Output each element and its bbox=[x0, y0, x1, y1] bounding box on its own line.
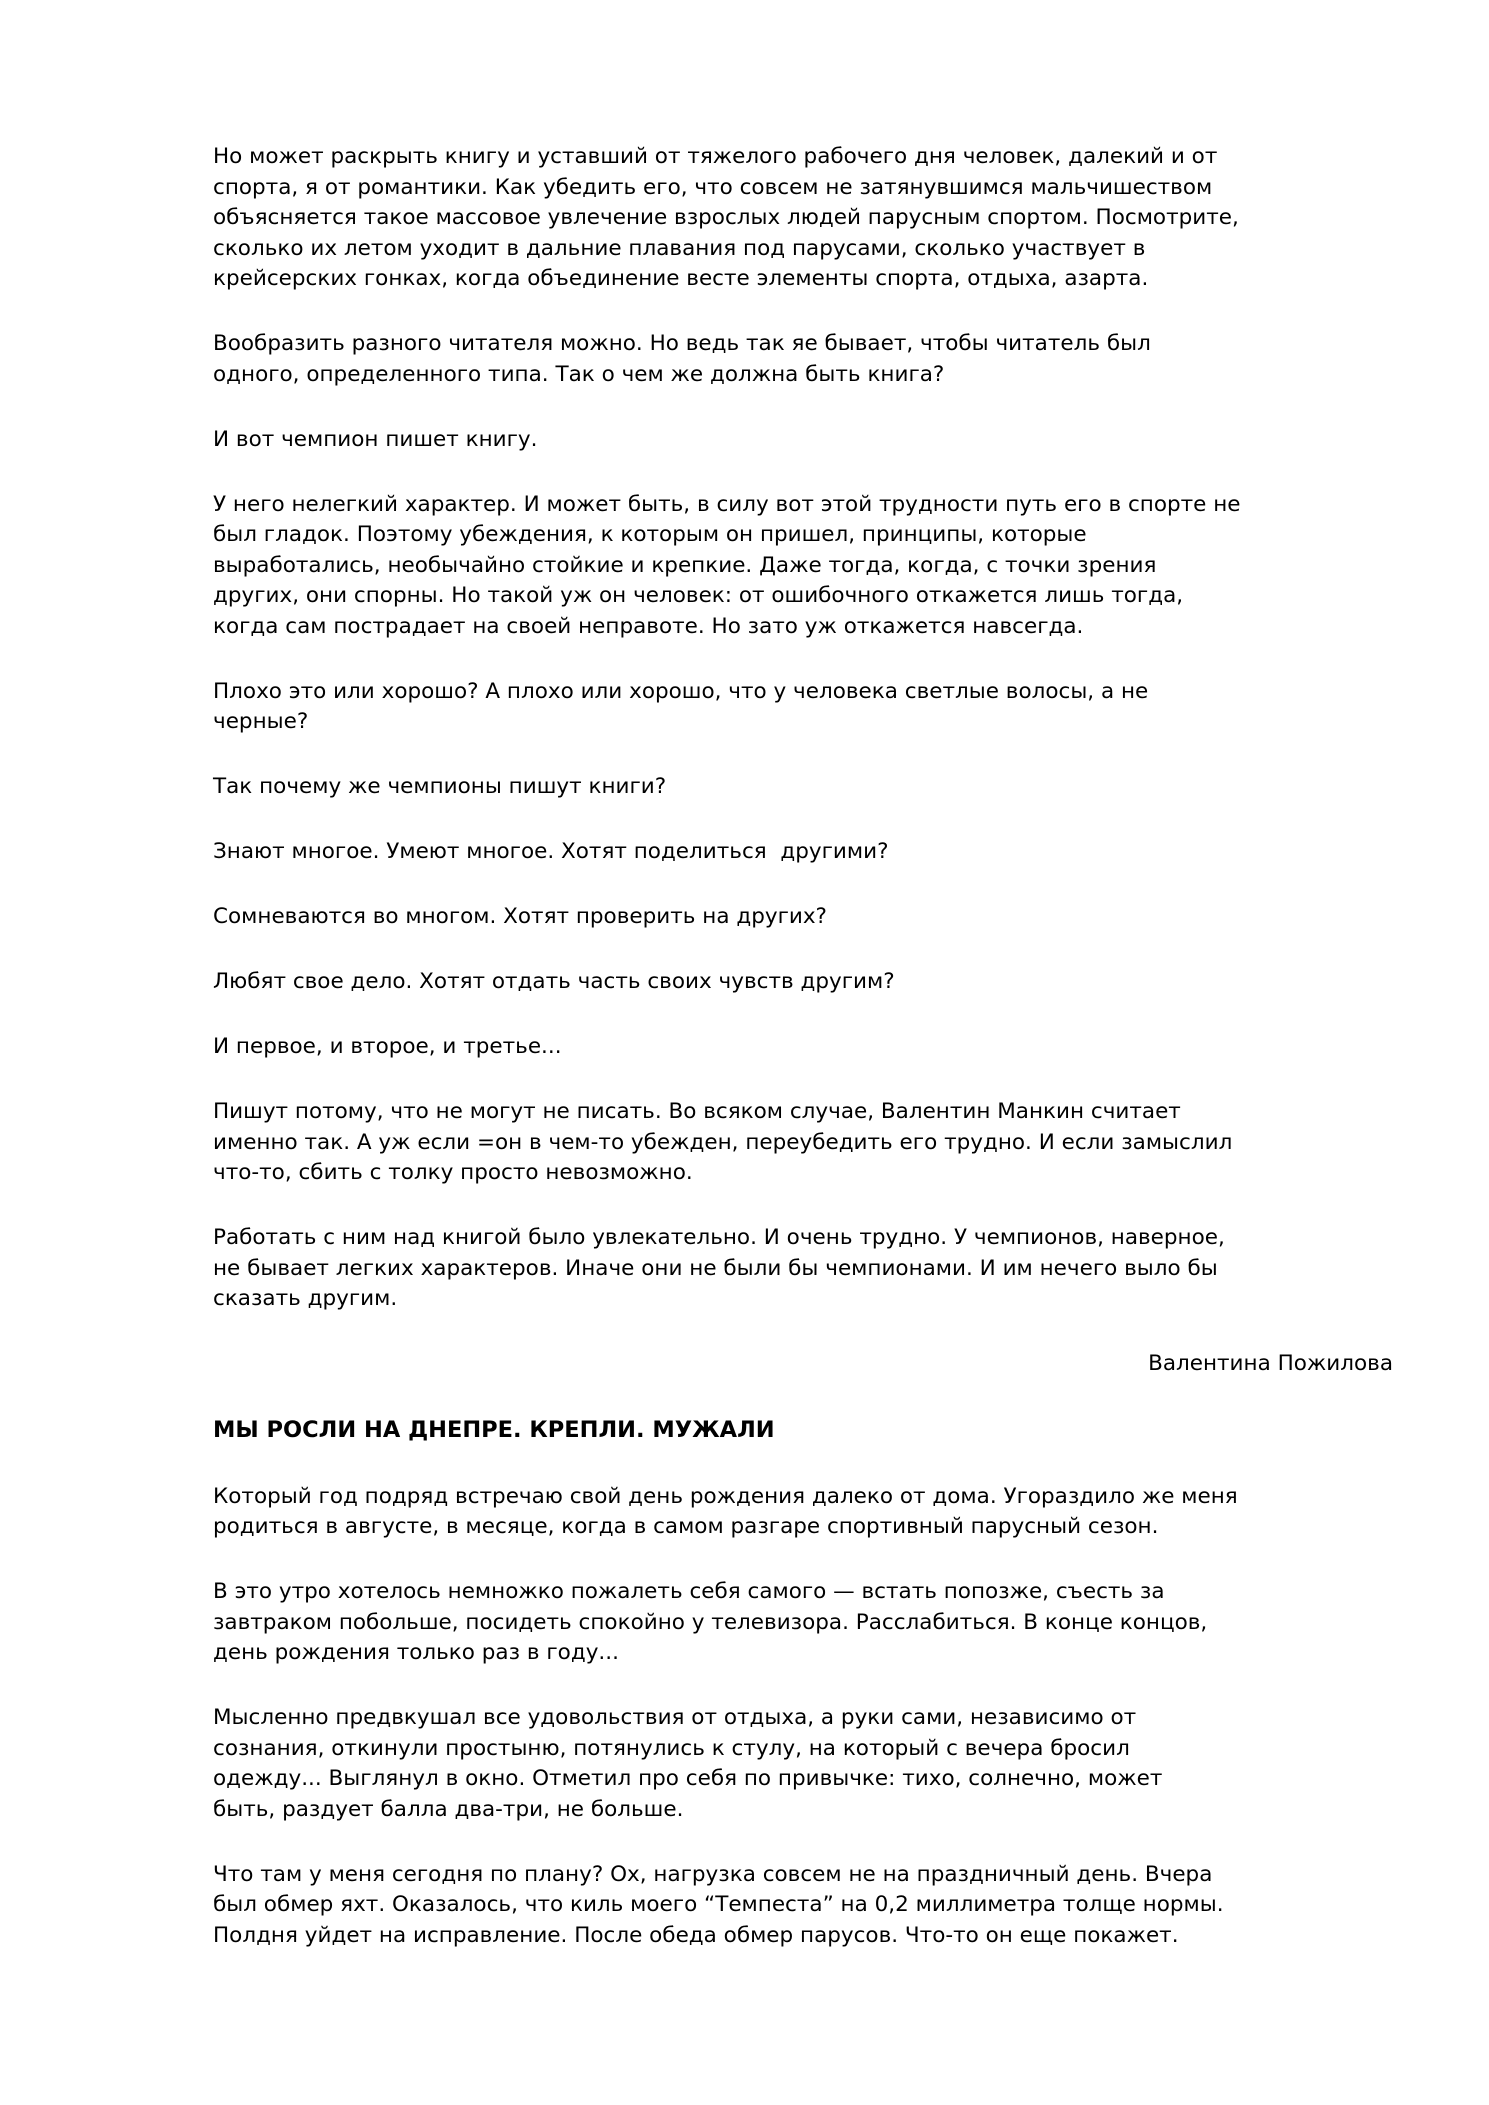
text-line: когда сам пострадает на своей неправоте. Но зато уж откажется навсегда. bbox=[213, 613, 1084, 639]
text-line: Работать с ним над книгой было увлекательно. И очень трудно. У чемпионов, наверное, bbox=[213, 1225, 1225, 1250]
paragraph bbox=[213, 1482, 1393, 1543]
text-line: крейсерских гонках, когда объединение весте элементы спорта, отдыха, азарта. bbox=[213, 266, 1149, 291]
text-line: Пишут потому, что не могут не писать. Во всяком случае, Валентин Манкин считает bbox=[213, 1099, 1181, 1124]
text-line: Плохо это или хорошо? А плохо или хорошо, что у человека светлые волосы, а не bbox=[213, 678, 1149, 704]
text-line: Сомневаются во многом. Хотят проверить на других? bbox=[213, 904, 827, 929]
text-line: Но может раскрыть книгу и уставший от тяжелого рабочего дня человек, далекий и от bbox=[213, 144, 1218, 169]
text-line: других, они спорны. Но такой уж он человек: от ошибочного откажется лишь тогда, bbox=[213, 583, 1184, 608]
paragraph bbox=[213, 1577, 1393, 1669]
paragraph bbox=[213, 329, 1393, 390]
paragraph bbox=[213, 902, 1393, 933]
paragraph bbox=[213, 142, 1393, 295]
text-line: родиться в августе, в месяце, когда в самом разгаре спортивный парусный сезон. bbox=[213, 1514, 1159, 1539]
text-line: Который год подряд встречаю свой день рождения далеко от дома. Угораздило же меня bbox=[213, 1483, 1238, 1509]
text-line: Вообразить разного читателя можно. Но ведь так яе бывает, чтобы читатель был bbox=[213, 331, 1151, 356]
text-line: Знают многое. Умеют многое. Хотят поделиться другими? bbox=[213, 839, 889, 864]
paragraph bbox=[213, 677, 1393, 738]
text-line: объясняется такое массовое увлечение взрослых людей парусным спортом. Посмотрите, bbox=[213, 205, 1239, 230]
text-line: У него нелегкий характер. И может быть, в силу вот этой трудности путь его в спорте не bbox=[213, 491, 1241, 517]
text-line: одного, определенного типа. Так о чем же должна быть книга? bbox=[213, 361, 945, 387]
text-line: не бывает легких характеров. Иначе они не были бы чемпионами. И им нечего выло бы bbox=[213, 1255, 1218, 1281]
text-line: И первое, и второе, и третье... bbox=[213, 1034, 562, 1059]
paragraph bbox=[213, 425, 1393, 456]
text-line: И вот чемпион пишет книгу. bbox=[213, 426, 538, 452]
paragraph bbox=[213, 837, 1393, 868]
paragraph bbox=[213, 1703, 1393, 1825]
paragraph bbox=[213, 967, 1393, 998]
text-line: Мысленно предвкушал все удовольствия от отдыха, а руки сами, независимо от bbox=[213, 1705, 1137, 1730]
paragraph bbox=[213, 490, 1393, 643]
paragraph bbox=[213, 1860, 1393, 1952]
text-line: Так почему же чемпионы пишут книги? bbox=[213, 774, 667, 799]
text-line: одежду... Выглянул в окно. Отметил про себя по привычке: тихо, солнечно, может bbox=[213, 1766, 1163, 1791]
paragraph bbox=[213, 1032, 1393, 1063]
text-line: сознания, откинули простыню, потянулись к стулу, на который с вечера бросил bbox=[213, 1735, 1130, 1761]
document-page bbox=[213, 142, 1393, 1951]
text-line: сколько их летом уходит в дальние плавания под парусами, сколько участвует в bbox=[213, 235, 1146, 261]
text-line: был обмер яхт. Оказалось, что киль моего “Темпеста” на 0,2 миллиметра толще нормы. bbox=[213, 1892, 1224, 1917]
text-line: черные? bbox=[213, 709, 309, 734]
author-signature: Валентина Пожилова bbox=[1148, 1351, 1393, 1376]
text-line: быть, раздует балла два-три, не больше. bbox=[213, 1796, 684, 1822]
text-line: что-то, сбить с толку просто невозможно. bbox=[213, 1160, 693, 1185]
chapter-heading: МЫ РОСЛИ НА ДНЕПРЕ. КРЕПЛИ. МУЖАЛИ bbox=[213, 1417, 775, 1443]
text-line: день рождения только раз в году... bbox=[213, 1640, 619, 1665]
text-line: В это утро хотелось немножко пожалеть себя самого — встать попозже, съесть за bbox=[213, 1579, 1165, 1604]
text-line: завтраком побольше, посидеть спокойно у телевизора. Расслабиться. В конце концов, bbox=[213, 1609, 1208, 1635]
text-line: Любят свое дело. Хотят отдать часть своих чувств другим? bbox=[213, 969, 895, 994]
text-line: Полдня уйдет на исправление. После обеда обмер парусов. Что-то он еще покажет. bbox=[213, 1922, 1179, 1948]
text-line: выработались, необычайно стойкие и крепкие. Даже тогда, когда, с точки зрения bbox=[213, 552, 1157, 578]
text-line: спорта, я от романтики. Как убедить его, что совсем не затянувшимся мальчишеством bbox=[213, 174, 1213, 200]
text-line: сказать другим. bbox=[213, 1286, 398, 1311]
text-line: именно так. А уж если =он в чем-то убежден, переубедить его трудно. И если замыслил bbox=[213, 1129, 1233, 1155]
text-line: Что там у меня сегодня по плану? Ох, нагрузка совсем не на праздничный день. Вчера bbox=[213, 1861, 1213, 1887]
paragraph bbox=[213, 1223, 1393, 1315]
paragraph bbox=[213, 772, 1393, 803]
text-line: был гладок. Поэтому убеждения, к которым он пришел, принципы, которые bbox=[213, 522, 1087, 547]
paragraph bbox=[213, 1097, 1393, 1189]
